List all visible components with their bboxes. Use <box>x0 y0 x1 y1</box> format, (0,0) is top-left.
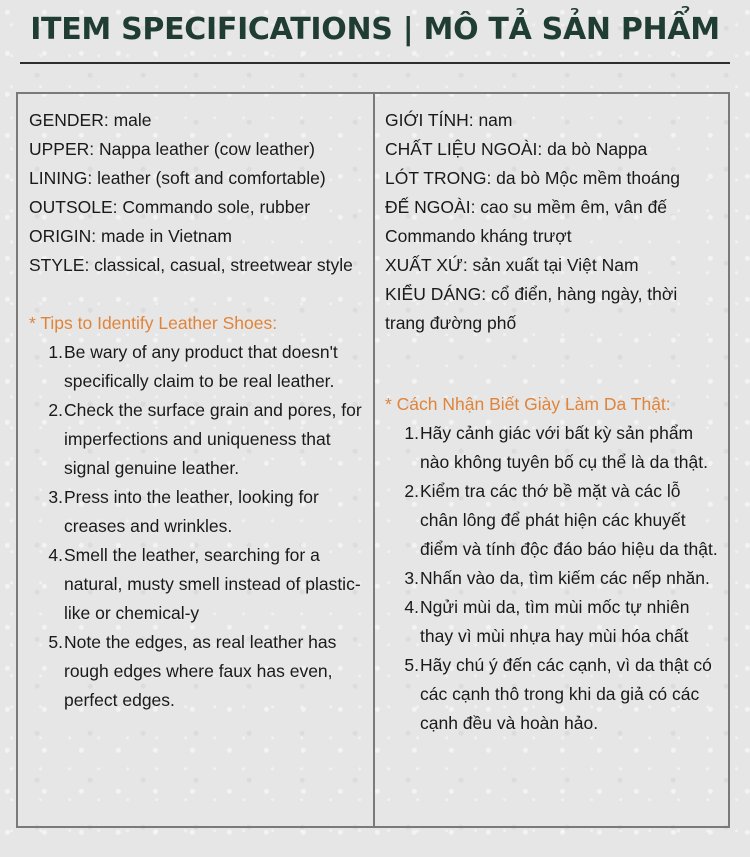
tip-number: 3. <box>48 487 63 507</box>
english-column <box>29 106 369 715</box>
tip-line: signal genuine leather. <box>64 458 240 478</box>
tip-line: specifically claim to be real leather. <box>64 371 335 391</box>
tip-number: 3. <box>404 568 419 588</box>
spec-origin: ORIGIN: made in Vietnam <box>29 226 232 246</box>
spec-outsole-vi-cont: Commando kháng trượt <box>385 226 572 246</box>
vietnamese-column <box>385 106 730 738</box>
tip-text <box>420 564 730 593</box>
tip-line: Be wary of any product that doesn't <box>64 342 338 362</box>
tip-line: các cạnh thô trong khi da giả có các <box>420 684 700 704</box>
spec-lining-vi: LÓT TRONG: da bò Mộc mềm thoáng <box>385 168 681 188</box>
tip-line: Ngửi mùi da, tìm mùi mốc tự nhiên <box>420 597 690 617</box>
tip-number: 5. <box>404 655 419 675</box>
tip-line: Kiểm tra các thớ bề mặt và các lỗ <box>420 481 681 501</box>
tip-line: like or chemical-y <box>64 603 200 623</box>
tip-line: Note the edges, as real leather has <box>64 632 337 652</box>
tip-text <box>64 541 369 628</box>
tip-line: chân lông để phát hiện các khuyết <box>420 510 686 530</box>
title-underline <box>20 62 730 64</box>
tip-number: 4. <box>404 597 419 617</box>
tip-line: Hãy chú ý đến các cạnh, vì da thật có <box>420 655 712 675</box>
tip-line: rough edges where faux has even, <box>64 661 333 681</box>
tips-heading: * Tips to Identify Leather Shoes: <box>29 313 278 333</box>
page-title: ITEM SPECIFICATIONS | MÔ TẢ SẢN PHẨM <box>30 12 720 47</box>
spec-outsole-vi: ĐẾ NGOÀI: cao su mềm êm, vân đế <box>385 197 668 217</box>
spec-gender: GENDER: male <box>29 110 152 130</box>
tip-line: Press into the leather, looking for <box>64 487 319 507</box>
tip-line: Hãy cảnh giác với bất kỳ sản phẩm <box>420 423 694 443</box>
tip-item <box>385 419 730 477</box>
spec-gender-vi: GIỚI TÍNH: nam <box>385 110 513 130</box>
spec-outsole: OUTSOLE: Commando sole, rubber <box>29 197 311 217</box>
tip-item <box>29 483 369 541</box>
spec-style-vi: KIỂU DÁNG: cổ điển, hàng ngày, thời <box>385 284 678 304</box>
tip-item <box>29 628 369 715</box>
tip-line: imperfections and uniqueness that <box>64 429 331 449</box>
column-divider <box>373 92 375 828</box>
vietnamese-tips-list <box>385 419 730 738</box>
english-tips-list <box>29 338 369 715</box>
tip-text <box>64 628 369 715</box>
tip-line: Smell the leather, searching for a <box>64 545 320 565</box>
tip-item <box>29 541 369 628</box>
spec-style-vi-cont: trang đường phố <box>385 313 517 333</box>
tip-line: natural, musty smell instead of plastic- <box>64 574 361 594</box>
tip-line: perfect edges. <box>64 690 175 710</box>
tip-number: 5. <box>48 632 63 652</box>
tip-text <box>64 338 369 396</box>
tip-number: 4. <box>48 545 63 565</box>
tip-number: 1. <box>404 423 419 443</box>
tip-number: 1. <box>48 342 63 362</box>
tip-line: cạnh đều và hoàn hảo. <box>420 713 599 733</box>
tip-text <box>64 483 369 541</box>
tip-text <box>64 396 369 483</box>
tip-item <box>29 396 369 483</box>
tip-line: thay vì mùi nhựa hay mùi hóa chất <box>420 626 689 646</box>
tip-item <box>385 651 730 738</box>
tip-text <box>420 651 730 738</box>
spec-style: STYLE: classical, casual, streetwear style <box>29 255 353 275</box>
tip-number: 2. <box>48 400 63 420</box>
spec-origin-vi: XUẤT XỨ: sản xuất tại Việt Nam <box>385 255 639 275</box>
tip-item <box>385 564 730 593</box>
tips-heading-vi: * Cách Nhận Biết Giày Làm Da Thật: <box>385 394 671 414</box>
spec-upper: UPPER: Nappa leather (cow leather) <box>29 139 315 159</box>
tip-item <box>29 338 369 396</box>
tip-text <box>420 477 730 564</box>
spec-upper-vi: CHẤT LIỆU NGOÀI: da bò Nappa <box>385 139 648 159</box>
tip-text <box>420 419 730 477</box>
tip-item <box>385 593 730 651</box>
tip-line: điểm và tính độc đáo báo hiệu da thật. <box>420 539 718 559</box>
tip-text <box>420 593 730 651</box>
tip-line: Check the surface grain and pores, for <box>64 400 362 420</box>
tip-line: nào không tuyên bố cụ thể là da thật. <box>420 452 708 472</box>
tip-line: creases and wrinkles. <box>64 516 233 536</box>
vietnamese-spec-list <box>385 106 730 338</box>
tip-line: Nhấn vào da, tìm kiếm các nếp nhăn. <box>420 568 710 588</box>
tip-item <box>385 477 730 564</box>
tip-number: 2. <box>404 481 419 501</box>
spec-lining: LINING: leather (soft and comfortable) <box>29 168 326 188</box>
english-spec-list <box>29 106 369 280</box>
